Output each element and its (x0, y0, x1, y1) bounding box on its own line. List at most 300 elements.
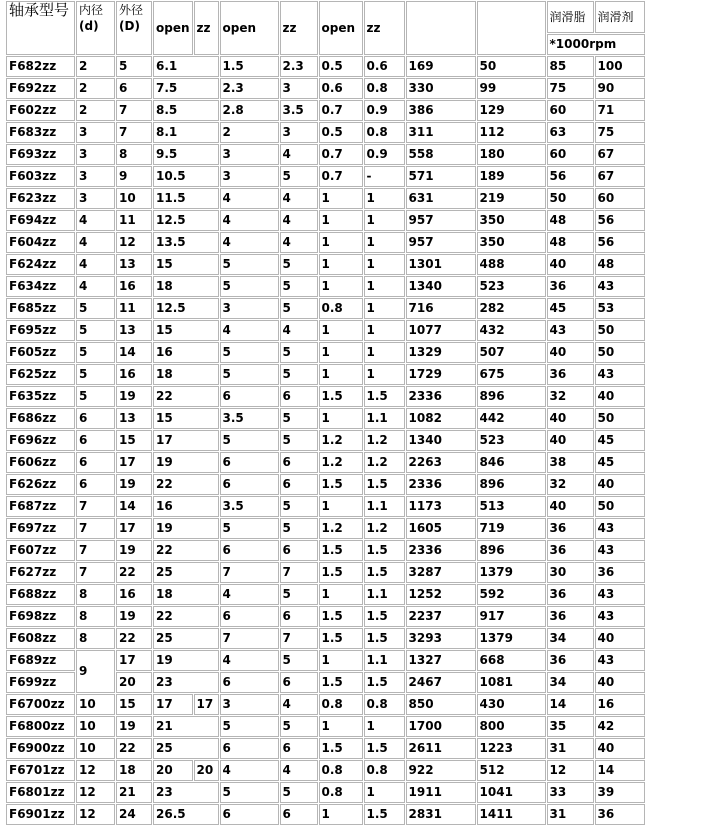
cell-width-open: 6.1 (153, 56, 219, 77)
cell-outer-d: 13 (116, 408, 152, 429)
cell-r-zz: 0.6 (364, 56, 405, 77)
cell-r-zz: 0.8 (364, 694, 405, 715)
cell-r-zz: 1.5 (364, 738, 405, 759)
cell-inner-d: 12 (76, 804, 115, 825)
cell-model: F688zz (6, 584, 75, 605)
cell-inner-d: 5 (76, 364, 115, 385)
cell-oil-speed: 50 (595, 408, 645, 429)
cell-flange-open: 4 (220, 232, 279, 253)
cell-r-zz: 0.9 (364, 100, 405, 121)
cell-width-open: 22 (153, 540, 219, 561)
cell-dynamic-load: 1077 (406, 320, 476, 341)
cell-static-load: 523 (477, 430, 546, 451)
header-open-3: open (319, 1, 363, 55)
cell-oil-speed: 43 (595, 584, 645, 605)
cell-model: F626zz (6, 474, 75, 495)
cell-r-open: 1 (319, 496, 363, 517)
cell-r-open: 0.8 (319, 760, 363, 781)
cell-oil-speed: 40 (595, 628, 645, 649)
header-rows (6, 1, 645, 55)
cell-grease-speed: 40 (547, 342, 594, 363)
cell-r-open: 1.5 (319, 672, 363, 693)
cell-grease-speed: 32 (547, 386, 594, 407)
cell-r-open: 0.8 (319, 694, 363, 715)
table-row (6, 782, 645, 803)
cell-flange-open: 4 (220, 188, 279, 209)
cell-flange-zz: 4 (280, 144, 318, 165)
cell-grease-speed: 31 (547, 738, 594, 759)
cell-outer-d: 19 (116, 474, 152, 495)
cell-r-zz: 1 (364, 342, 405, 363)
cell-oil-speed: 45 (595, 452, 645, 473)
cell-flange-zz: 6 (280, 804, 318, 825)
cell-oil-speed: 53 (595, 298, 645, 319)
cell-oil-speed: 36 (595, 804, 645, 825)
cell-width-open: 22 (153, 606, 219, 627)
cell-dynamic-load: 2336 (406, 474, 476, 495)
header-outer-symbol: (D) (119, 19, 140, 33)
cell-r-open: 1.5 (319, 386, 363, 407)
cell-width-open: 8.5 (153, 100, 219, 121)
cell-flange-zz: 5 (280, 408, 318, 429)
cell-outer-d: 9 (116, 166, 152, 187)
cell-flange-open: 5 (220, 430, 279, 451)
cell-dynamic-load: 1700 (406, 716, 476, 737)
cell-grease-speed: 36 (547, 650, 594, 671)
cell-r-zz: 1.5 (364, 628, 405, 649)
cell-r-open: 1.2 (319, 430, 363, 451)
cell-model: F685zz (6, 298, 75, 319)
cell-width-open: 10.5 (153, 166, 219, 187)
cell-inner-d: 10 (76, 716, 115, 737)
cell-r-zz: 1 (364, 210, 405, 231)
cell-inner-d: 7 (76, 496, 115, 517)
cell-static-load: 442 (477, 408, 546, 429)
cell-grease-speed: 40 (547, 408, 594, 429)
cell-flange-zz: 6 (280, 452, 318, 473)
cell-model: F603zz (6, 166, 75, 187)
cell-inner-d: 10 (76, 738, 115, 759)
cell-r-zz: 1.2 (364, 518, 405, 539)
cell-static-load: 507 (477, 342, 546, 363)
cell-grease-speed: 14 (547, 694, 594, 715)
cell-flange-open: 3.5 (220, 496, 279, 517)
cell-r-open: 1 (319, 650, 363, 671)
cell-inner-d: 6 (76, 408, 115, 429)
cell-r-zz: 1.1 (364, 650, 405, 671)
cell-dynamic-load: 169 (406, 56, 476, 77)
cell-static-load: 1081 (477, 672, 546, 693)
cell-grease-speed: 48 (547, 210, 594, 231)
table-row (6, 584, 645, 605)
cell-flange-open: 7 (220, 562, 279, 583)
cell-grease-speed: 56 (547, 166, 594, 187)
header-inner-diameter (76, 1, 115, 55)
cell-outer-d: 19 (116, 606, 152, 627)
cell-outer-d: 13 (116, 320, 152, 341)
cell-outer-d: 8 (116, 144, 152, 165)
cell-r-open: 1 (319, 276, 363, 297)
cell-inner-d: 8 (76, 606, 115, 627)
cell-width-open: 15 (153, 254, 219, 275)
cell-r-open: 1 (319, 804, 363, 825)
cell-outer-d: 13 (116, 254, 152, 275)
cell-flange-zz: 6 (280, 738, 318, 759)
cell-width-open: 15 (153, 320, 219, 341)
table-row (6, 628, 645, 649)
cell-oil-speed: 43 (595, 364, 645, 385)
cell-inner-d: 5 (76, 320, 115, 341)
cell-outer-d: 14 (116, 342, 152, 363)
cell-model: F693zz (6, 144, 75, 165)
cell-flange-open: 6 (220, 452, 279, 473)
cell-grease-speed: 45 (547, 298, 594, 319)
cell-width-open: 8.1 (153, 122, 219, 143)
cell-flange-zz: 3 (280, 122, 318, 143)
cell-width-open: 25 (153, 738, 219, 759)
cell-flange-open: 2.8 (220, 100, 279, 121)
table-row (6, 606, 645, 627)
cell-static-load: 1223 (477, 738, 546, 759)
cell-r-zz: 1.5 (364, 804, 405, 825)
header-open-1: open (153, 1, 193, 55)
cell-flange-zz: 5 (280, 650, 318, 671)
cell-outer-d: 14 (116, 496, 152, 517)
cell-dynamic-load: 2336 (406, 386, 476, 407)
cell-width-open: 23 (153, 782, 219, 803)
cell-grease-speed: 75 (547, 78, 594, 99)
cell-dynamic-load: 2611 (406, 738, 476, 759)
cell-inner-d: 7 (76, 562, 115, 583)
cell-outer-d: 20 (116, 672, 152, 693)
cell-flange-zz: 4 (280, 188, 318, 209)
cell-grease-speed: 50 (547, 188, 594, 209)
cell-flange-zz: 5 (280, 430, 318, 451)
cell-model: F696zz (6, 430, 75, 451)
cell-oil-speed: 56 (595, 232, 645, 253)
cell-oil-speed: 43 (595, 518, 645, 539)
cell-grease-speed: 63 (547, 122, 594, 143)
cell-outer-d: 5 (116, 56, 152, 77)
cell-model: F699zz (6, 672, 75, 693)
cell-oil-speed: 50 (595, 342, 645, 363)
cell-outer-d: 11 (116, 210, 152, 231)
cell-width-open: 18 (153, 584, 219, 605)
cell-r-zz: 1 (364, 716, 405, 737)
cell-oil-speed: 42 (595, 716, 645, 737)
cell-r-open: 1 (319, 584, 363, 605)
cell-grease-speed: 34 (547, 628, 594, 649)
cell-oil-speed: 50 (595, 320, 645, 341)
cell-inner-d: 3 (76, 166, 115, 187)
cell-flange-open: 4 (220, 320, 279, 341)
cell-model: F608zz (6, 628, 75, 649)
cell-oil-speed: 16 (595, 694, 645, 715)
cell-dynamic-load: 2467 (406, 672, 476, 693)
cell-static-load: 350 (477, 210, 546, 231)
cell-static-load: 99 (477, 78, 546, 99)
cell-grease-speed: 34 (547, 672, 594, 693)
cell-r-open: 0.6 (319, 78, 363, 99)
cell-inner-d: 5 (76, 386, 115, 407)
cell-flange-open: 7 (220, 628, 279, 649)
cell-static-load: 129 (477, 100, 546, 121)
cell-width-open: 12.5 (153, 210, 219, 231)
cell-r-zz: 1.5 (364, 672, 405, 693)
table-row (6, 540, 645, 561)
cell-oil-speed: 60 (595, 188, 645, 209)
cell-flange-open: 5 (220, 254, 279, 275)
cell-dynamic-load: 1605 (406, 518, 476, 539)
cell-width-open: 21 (153, 716, 219, 737)
cell-r-zz: 0.8 (364, 122, 405, 143)
cell-model: F682zz (6, 56, 75, 77)
cell-inner-d: 5 (76, 342, 115, 363)
cell-inner-d: 3 (76, 144, 115, 165)
cell-width-open: 22 (153, 386, 219, 407)
table-row (6, 804, 645, 825)
cell-flange-open: 6 (220, 804, 279, 825)
cell-outer-d: 24 (116, 804, 152, 825)
cell-outer-d: 11 (116, 298, 152, 319)
cell-width-open: 20 (153, 760, 193, 781)
cell-model: F604zz (6, 232, 75, 253)
header-model: 轴承型号 (6, 1, 75, 55)
table-row (6, 738, 645, 759)
cell-static-load: 675 (477, 364, 546, 385)
cell-static-load: 50 (477, 56, 546, 77)
cell-flange-zz: 6 (280, 474, 318, 495)
cell-r-open: 1 (319, 210, 363, 231)
cell-r-zz: 1 (364, 782, 405, 803)
cell-static-load: 282 (477, 298, 546, 319)
cell-r-zz: 1.5 (364, 562, 405, 583)
cell-model: F605zz (6, 342, 75, 363)
cell-flange-zz: 2.3 (280, 56, 318, 77)
cell-grease-speed: 36 (547, 276, 594, 297)
cell-r-zz: - (364, 166, 405, 187)
cell-flange-zz: 5 (280, 254, 318, 275)
cell-r-open: 0.7 (319, 100, 363, 121)
cell-static-load: 180 (477, 144, 546, 165)
cell-r-open: 1.2 (319, 452, 363, 473)
cell-grease-speed: 36 (547, 606, 594, 627)
cell-flange-open: 6 (220, 540, 279, 561)
cell-flange-open: 4 (220, 650, 279, 671)
cell-oil-speed: 36 (595, 562, 645, 583)
cell-grease-speed: 48 (547, 232, 594, 253)
cell-oil-speed: 67 (595, 144, 645, 165)
cell-grease-speed: 40 (547, 254, 594, 275)
cell-r-open: 0.7 (319, 166, 363, 187)
header-open-2: open (220, 1, 279, 55)
table-body (6, 56, 645, 825)
cell-static-load: 896 (477, 540, 546, 561)
cell-flange-zz: 5 (280, 782, 318, 803)
cell-model: F606zz (6, 452, 75, 473)
cell-outer-d: 15 (116, 694, 152, 715)
cell-model: F697zz (6, 518, 75, 539)
cell-oil-speed: 39 (595, 782, 645, 803)
cell-flange-zz: 4 (280, 694, 318, 715)
cell-grease-speed: 40 (547, 430, 594, 451)
cell-inner-d: 4 (76, 254, 115, 275)
cell-outer-d: 19 (116, 386, 152, 407)
cell-static-load: 432 (477, 320, 546, 341)
cell-oil-speed: 75 (595, 122, 645, 143)
cell-oil-speed: 43 (595, 650, 645, 671)
cell-r-zz: 1 (364, 364, 405, 385)
cell-model: F6700zz (6, 694, 75, 715)
cell-r-open: 1 (319, 408, 363, 429)
cell-model: F695zz (6, 320, 75, 341)
cell-flange-zz: 5 (280, 342, 318, 363)
cell-flange-open: 2.3 (220, 78, 279, 99)
cell-r-zz: 1 (364, 232, 405, 253)
cell-r-zz: 1.5 (364, 540, 405, 561)
cell-r-zz: 1.2 (364, 452, 405, 473)
table-row (6, 254, 645, 275)
table-row (6, 716, 645, 737)
header-zz-2: zz (280, 1, 318, 55)
cell-oil-speed: 50 (595, 496, 645, 517)
cell-static-load: 896 (477, 386, 546, 407)
cell-model: F634zz (6, 276, 75, 297)
cell-outer-d: 12 (116, 232, 152, 253)
cell-flange-open: 4 (220, 760, 279, 781)
cell-inner-d: 8 (76, 628, 115, 649)
cell-width-open: 13.5 (153, 232, 219, 253)
cell-r-open: 1 (319, 342, 363, 363)
cell-dynamic-load: 3293 (406, 628, 476, 649)
cell-dynamic-load: 2336 (406, 540, 476, 561)
header-inner-symbol: (d) (79, 19, 99, 33)
table-row (6, 144, 645, 165)
cell-inner-d: 7 (76, 518, 115, 539)
cell-model: F686zz (6, 408, 75, 429)
cell-flange-open: 5 (220, 276, 279, 297)
cell-flange-open: 5 (220, 342, 279, 363)
table-row (6, 430, 645, 451)
cell-r-zz: 1 (364, 188, 405, 209)
cell-static-load: 512 (477, 760, 546, 781)
cell-r-open: 1 (319, 254, 363, 275)
cell-dynamic-load: 1911 (406, 782, 476, 803)
cell-oil-speed: 90 (595, 78, 645, 99)
cell-width-open: 12.5 (153, 298, 219, 319)
cell-width-zz: 17 (194, 694, 219, 715)
table-row (6, 78, 645, 99)
cell-model: F689zz (6, 650, 75, 671)
cell-flange-open: 3 (220, 144, 279, 165)
cell-dynamic-load: 957 (406, 210, 476, 231)
cell-oil-speed: 40 (595, 386, 645, 407)
cell-r-open: 1 (319, 364, 363, 385)
cell-r-zz: 1.5 (364, 474, 405, 495)
cell-flange-open: 6 (220, 606, 279, 627)
cell-model: F635zz (6, 386, 75, 407)
table-row (6, 386, 645, 407)
cell-width-open: 16 (153, 342, 219, 363)
table-row (6, 408, 645, 429)
cell-inner-d: 6 (76, 452, 115, 473)
cell-model: F683zz (6, 122, 75, 143)
cell-flange-zz: 3.5 (280, 100, 318, 121)
table-row (6, 232, 645, 253)
cell-width-open: 18 (153, 364, 219, 385)
cell-flange-zz: 5 (280, 166, 318, 187)
cell-inner-d: 9 (76, 650, 115, 693)
cell-static-load: 1379 (477, 562, 546, 583)
cell-dynamic-load: 2237 (406, 606, 476, 627)
cell-flange-open: 3 (220, 166, 279, 187)
cell-outer-d: 18 (116, 760, 152, 781)
cell-flange-open: 5 (220, 364, 279, 385)
cell-static-load: 219 (477, 188, 546, 209)
cell-r-zz: 1 (364, 320, 405, 341)
header-dynamic-load (406, 1, 476, 55)
cell-model: F6801zz (6, 782, 75, 803)
cell-inner-d: 10 (76, 694, 115, 715)
cell-dynamic-load: 1729 (406, 364, 476, 385)
cell-r-open: 1 (319, 188, 363, 209)
cell-r-open: 1.5 (319, 606, 363, 627)
cell-width-open: 26.5 (153, 804, 219, 825)
cell-static-load: 800 (477, 716, 546, 737)
cell-outer-d: 15 (116, 430, 152, 451)
cell-r-open: 1 (319, 716, 363, 737)
cell-static-load: 917 (477, 606, 546, 627)
cell-inner-d: 4 (76, 276, 115, 297)
cell-static-load: 513 (477, 496, 546, 517)
cell-dynamic-load: 1327 (406, 650, 476, 671)
cell-oil-speed: 67 (595, 166, 645, 187)
cell-flange-open: 5 (220, 518, 279, 539)
cell-flange-zz: 6 (280, 606, 318, 627)
cell-dynamic-load: 1082 (406, 408, 476, 429)
cell-flange-zz: 5 (280, 276, 318, 297)
table-row (6, 760, 645, 781)
cell-outer-d: 22 (116, 738, 152, 759)
cell-flange-zz: 5 (280, 716, 318, 737)
cell-dynamic-load: 3287 (406, 562, 476, 583)
cell-r-open: 1.5 (319, 474, 363, 495)
cell-flange-zz: 4 (280, 210, 318, 231)
cell-model: F602zz (6, 100, 75, 121)
cell-inner-d: 4 (76, 210, 115, 231)
cell-width-zz: 20 (194, 760, 219, 781)
cell-r-open: 0.7 (319, 144, 363, 165)
cell-static-load: 488 (477, 254, 546, 275)
cell-inner-d: 2 (76, 78, 115, 99)
cell-width-open: 18 (153, 276, 219, 297)
cell-oil-speed: 45 (595, 430, 645, 451)
cell-oil-speed: 43 (595, 606, 645, 627)
cell-outer-d: 22 (116, 628, 152, 649)
cell-width-open: 16 (153, 496, 219, 517)
bearing-table-wrapper (5, 0, 646, 826)
cell-flange-zz: 5 (280, 584, 318, 605)
cell-r-zz: 0.9 (364, 144, 405, 165)
header-inner-label: 内径 (79, 3, 104, 17)
cell-static-load: 523 (477, 276, 546, 297)
cell-inner-d: 2 (76, 100, 115, 121)
table-row (6, 474, 645, 495)
cell-inner-d: 5 (76, 298, 115, 319)
table-row (6, 166, 645, 187)
cell-static-load: 430 (477, 694, 546, 715)
cell-outer-d: 17 (116, 452, 152, 473)
